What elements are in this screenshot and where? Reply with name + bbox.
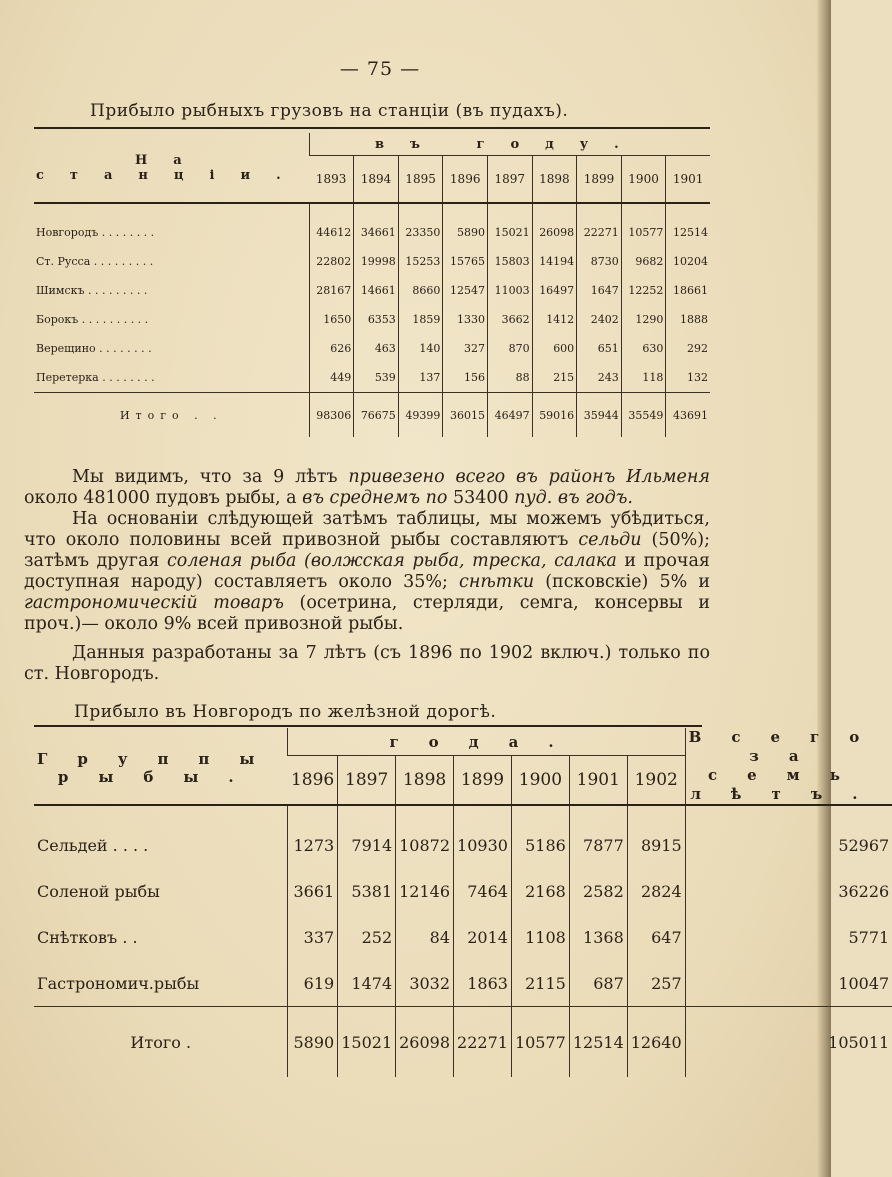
table1-cell: 1859 bbox=[398, 305, 443, 334]
table1-cell: 11003 bbox=[488, 276, 533, 305]
table1-cell: 26098 bbox=[532, 218, 577, 247]
table1-separator-cell bbox=[398, 203, 443, 218]
table1-total-cell: 35549 bbox=[621, 393, 666, 438]
table1-row-label: Перетерка . . . . . . . . bbox=[36, 371, 155, 384]
table1-cell: 539 bbox=[354, 363, 399, 393]
table1-separator-cell bbox=[443, 203, 488, 218]
table2-cell: 5771 bbox=[685, 914, 892, 960]
table2-cell: 7877 bbox=[569, 822, 627, 868]
table2-cell: 10930 bbox=[454, 822, 512, 868]
table1-cell: 651 bbox=[577, 334, 622, 363]
table1-cell: 23350 bbox=[398, 218, 443, 247]
table1-cell: 5890 bbox=[443, 218, 488, 247]
table1-cell: 8660 bbox=[398, 276, 443, 305]
table1-cell: 870 bbox=[488, 334, 533, 363]
table1-cell: 28167 bbox=[309, 276, 354, 305]
paragraph-3: Данныя разработаны за 7 лѣтъ (съ 1896 по 1902 включ.) только по ст. Новгородъ. bbox=[24, 643, 710, 684]
table2-cell: 257 bbox=[627, 960, 685, 1007]
table2-cell: 1863 bbox=[454, 960, 512, 1007]
table1-cell: 140 bbox=[398, 334, 443, 363]
table2-separator-cell bbox=[396, 805, 454, 822]
paragraph-2: На основаніи слѣдующей затѣмъ таблицы, мы можемъ убѣдиться, что около половины всей привозной рыбы составляютъ сельди (50%); затѣмъ другая соленая рыба (волжская рыба, треска, салака и прочая доступная народу) составляетъ около 35%; снѣтки (псковскіе) 5% и гастрономическій товаръ (осетрина, стерляди, семга, консервы и проч.)— около 9% всей привозной рыбы. bbox=[24, 509, 710, 634]
table1-cell: 600 bbox=[532, 334, 577, 363]
table2-cell: 5381 bbox=[338, 868, 396, 914]
table1-cell: 12547 bbox=[443, 276, 488, 305]
table2-cell: 10047 bbox=[685, 960, 892, 1007]
table1-row-label: Новгородъ . . . . . . . . bbox=[36, 226, 155, 239]
table2-cell: 1474 bbox=[338, 960, 396, 1007]
table2-separator-cell bbox=[685, 805, 892, 822]
table2-total-cell: 5890 bbox=[288, 1007, 338, 1078]
table2-total-header: Всего за семь лѣтъ. bbox=[685, 728, 892, 805]
table2-cell: 3661 bbox=[288, 868, 338, 914]
table1-cell: 44612 bbox=[309, 218, 354, 247]
table1-separator-cell bbox=[621, 203, 666, 218]
table1-cell: 215 bbox=[532, 363, 577, 393]
table1-year-header: 1896 bbox=[443, 156, 488, 204]
table2-total-cell: 12640 bbox=[627, 1007, 685, 1078]
table1-year-header: 1900 bbox=[621, 156, 666, 204]
table2-cell: 7464 bbox=[454, 868, 512, 914]
table2-total-cell: 12514 bbox=[569, 1007, 627, 1078]
table1-cell: 137 bbox=[398, 363, 443, 393]
table2-cell: 1273 bbox=[288, 822, 338, 868]
page-number: — 75 — bbox=[339, 58, 421, 80]
table2-cell: 84 bbox=[396, 914, 454, 960]
table1-cell: 1647 bbox=[577, 276, 622, 305]
table1-cell: 16497 bbox=[532, 276, 577, 305]
table2-cell: 337 bbox=[288, 914, 338, 960]
table1-cell: 15765 bbox=[443, 247, 488, 276]
table1-cell: 630 bbox=[621, 334, 666, 363]
table1-separator-cell bbox=[488, 203, 533, 218]
table1-row-label: Борокъ . . . . . . . . . . bbox=[36, 313, 149, 326]
table1-cell: 3662 bbox=[488, 305, 533, 334]
table1-row bbox=[34, 276, 710, 305]
table1-cell: 118 bbox=[621, 363, 666, 393]
table2-novgorod-railway bbox=[34, 728, 892, 1077]
table2-separator-cell bbox=[288, 805, 338, 822]
table2-cell: 7914 bbox=[338, 822, 396, 868]
table1-cell: 463 bbox=[354, 334, 399, 363]
table1-cell: 243 bbox=[577, 363, 622, 393]
table2-row bbox=[34, 822, 892, 868]
table2-cell: 12146 bbox=[396, 868, 454, 914]
table1-row bbox=[34, 218, 710, 247]
table1-cell: 2402 bbox=[577, 305, 622, 334]
table1-year-header: 1898 bbox=[532, 156, 577, 204]
table1-total-cell: 76675 bbox=[354, 393, 399, 438]
table2-cell: 2115 bbox=[511, 960, 569, 1007]
table1-cell: 19998 bbox=[354, 247, 399, 276]
table2-cell: 36226 bbox=[685, 868, 892, 914]
table1-separator-cell bbox=[354, 203, 399, 218]
table1-cell: 88 bbox=[488, 363, 533, 393]
table2-cell: 2168 bbox=[511, 868, 569, 914]
table1-row bbox=[34, 334, 710, 363]
table1-cell: 15021 bbox=[488, 218, 533, 247]
table1-cell: 14194 bbox=[532, 247, 577, 276]
table1-cell: 1888 bbox=[666, 305, 710, 334]
table1-cell: 156 bbox=[443, 363, 488, 393]
table1-cell: 1330 bbox=[443, 305, 488, 334]
paragraph-1: Мы видимъ, что за 9 лѣтъ привезено всего въ районъ Ильменя около 481000 пудовъ рыбы, а въ среднемъ по 53400 пуд. въ годъ. bbox=[24, 467, 710, 508]
table1-total-cell: 59016 bbox=[532, 393, 577, 438]
table1-year-header: 1901 bbox=[666, 156, 710, 204]
table2-year-header: 1897 bbox=[338, 756, 396, 805]
table1-total-label: Итого . . bbox=[34, 393, 309, 438]
table1-cell: 18661 bbox=[666, 276, 710, 305]
table2-cell: 2014 bbox=[454, 914, 512, 960]
table2-year-header: 1900 bbox=[511, 756, 569, 805]
table2-row-label: Гастрономич.рыбы bbox=[37, 973, 200, 993]
table1-cell: 626 bbox=[309, 334, 354, 363]
table1-cell: 449 bbox=[309, 363, 354, 393]
table1-year-header: 1897 bbox=[488, 156, 533, 204]
table2-separator-cell bbox=[338, 805, 396, 822]
table2-cell: 619 bbox=[288, 960, 338, 1007]
table2-row bbox=[34, 960, 892, 1007]
table2-cell: 687 bbox=[569, 960, 627, 1007]
table1-year-header: 1895 bbox=[398, 156, 443, 204]
table1-year-header: 1894 bbox=[354, 156, 399, 204]
table1-row bbox=[34, 363, 710, 393]
table1-cell: 1412 bbox=[532, 305, 577, 334]
paragraph-summary bbox=[24, 467, 710, 685]
table2-cell: 1108 bbox=[511, 914, 569, 960]
table1-cell: 12514 bbox=[666, 218, 710, 247]
table2-row-label: Сельдей . . . . bbox=[37, 835, 149, 855]
table2-cell: 10872 bbox=[396, 822, 454, 868]
table2-row bbox=[34, 914, 892, 960]
table1-cell: 15253 bbox=[398, 247, 443, 276]
table1-cell: 12252 bbox=[621, 276, 666, 305]
table2-total-cell: 15021 bbox=[338, 1007, 396, 1078]
table2-cell: 8915 bbox=[627, 822, 685, 868]
table1-row-label: Ст. Русса . . . . . . . . . bbox=[36, 255, 154, 268]
table2-stub-header: Группы рыбы. bbox=[34, 728, 288, 805]
table2-year-header: 1901 bbox=[569, 756, 627, 805]
table1-cell: 10204 bbox=[666, 247, 710, 276]
table1-separator-cell bbox=[532, 203, 577, 218]
table1-cell: 8730 bbox=[577, 247, 622, 276]
table2-cell: 647 bbox=[627, 914, 685, 960]
table1-cell: 1650 bbox=[309, 305, 354, 334]
table1-cell: 9682 bbox=[621, 247, 666, 276]
table2-row-label: Соленой рыбы bbox=[37, 881, 160, 901]
table2-separator-cell bbox=[627, 805, 685, 822]
table1-total-row bbox=[34, 393, 710, 438]
table1-cell: 34661 bbox=[354, 218, 399, 247]
table1-group-header: въ году. bbox=[309, 133, 710, 156]
table1-row bbox=[34, 247, 710, 276]
table2-separator-cell bbox=[511, 805, 569, 822]
table1-cell: 327 bbox=[443, 334, 488, 363]
table2-cell: 3032 bbox=[396, 960, 454, 1007]
table1-top-rule bbox=[34, 127, 710, 129]
table1-year-header: 1899 bbox=[577, 156, 622, 204]
table2-cell: 1368 bbox=[569, 914, 627, 960]
table2-separator-cell bbox=[34, 805, 288, 822]
table1-total-cell: 43691 bbox=[666, 393, 710, 438]
table2-total-cell: 10577 bbox=[511, 1007, 569, 1078]
table2-separator-cell bbox=[569, 805, 627, 822]
table1-cell: 14661 bbox=[354, 276, 399, 305]
table1-total-cell: 36015 bbox=[443, 393, 488, 438]
table2-total-row bbox=[34, 1007, 892, 1078]
table2-year-header: 1896 bbox=[290, 770, 335, 791]
table2-year-header: 1898 bbox=[396, 756, 454, 805]
table1-cell: 22271 bbox=[577, 218, 622, 247]
table1-separator-cell bbox=[309, 203, 354, 218]
table1-station-fish-cargo bbox=[34, 133, 710, 437]
table1-separator-cell bbox=[577, 203, 622, 218]
table2-total-cell: 26098 bbox=[396, 1007, 454, 1078]
table2-year-header: 1902 bbox=[627, 756, 685, 805]
table2-caption: Прибыло въ Новгородъ по желѣзной дорогѣ. bbox=[74, 702, 497, 722]
table1-total-cell: 49399 bbox=[398, 393, 443, 438]
table1-caption: Прибыло рыбныхъ грузовъ на станціи (въ пудахъ). bbox=[90, 101, 569, 121]
table1-row-label: Шимскъ . . . . . . . . . bbox=[36, 284, 148, 297]
table2-year-header: 1899 bbox=[454, 756, 512, 805]
table1-cell: 1290 bbox=[621, 305, 666, 334]
table2-row-label: Снѣтковъ . . bbox=[37, 927, 138, 947]
table2-separator-cell bbox=[454, 805, 512, 822]
table1-stub-header: На станціи. bbox=[34, 133, 309, 203]
table1-cell: 132 bbox=[666, 363, 710, 393]
table1-total-cell: 35944 bbox=[577, 393, 622, 438]
table1-row bbox=[34, 305, 710, 334]
table1-year-header: 1893 bbox=[315, 172, 347, 186]
table1-separator-cell bbox=[666, 203, 710, 218]
table1-cell: 292 bbox=[666, 334, 710, 363]
table1-cell: 15803 bbox=[488, 247, 533, 276]
table1-separator-cell bbox=[34, 203, 309, 218]
table1-total-cell: 98306 bbox=[309, 393, 354, 438]
table2-total-label: Итого . bbox=[34, 1007, 288, 1078]
table2-cell: 2582 bbox=[569, 868, 627, 914]
table2-cell: 252 bbox=[338, 914, 396, 960]
table1-cell: 6353 bbox=[354, 305, 399, 334]
table2-total-cell: 22271 bbox=[454, 1007, 512, 1078]
table2-cell: 52967 bbox=[685, 822, 892, 868]
table1-total-cell: 46497 bbox=[488, 393, 533, 438]
table1-row-label: Верещино . . . . . . . . bbox=[36, 342, 152, 355]
table2-top-rule bbox=[34, 725, 702, 727]
table2-total-cell: 105011 bbox=[685, 1007, 892, 1078]
table2-cell: 2824 bbox=[627, 868, 685, 914]
table2-row bbox=[34, 868, 892, 914]
table1-cell: 10577 bbox=[621, 218, 666, 247]
table2-cell: 5186 bbox=[511, 822, 569, 868]
table1-cell: 22802 bbox=[309, 247, 354, 276]
table2-group-header: года. bbox=[288, 728, 685, 756]
